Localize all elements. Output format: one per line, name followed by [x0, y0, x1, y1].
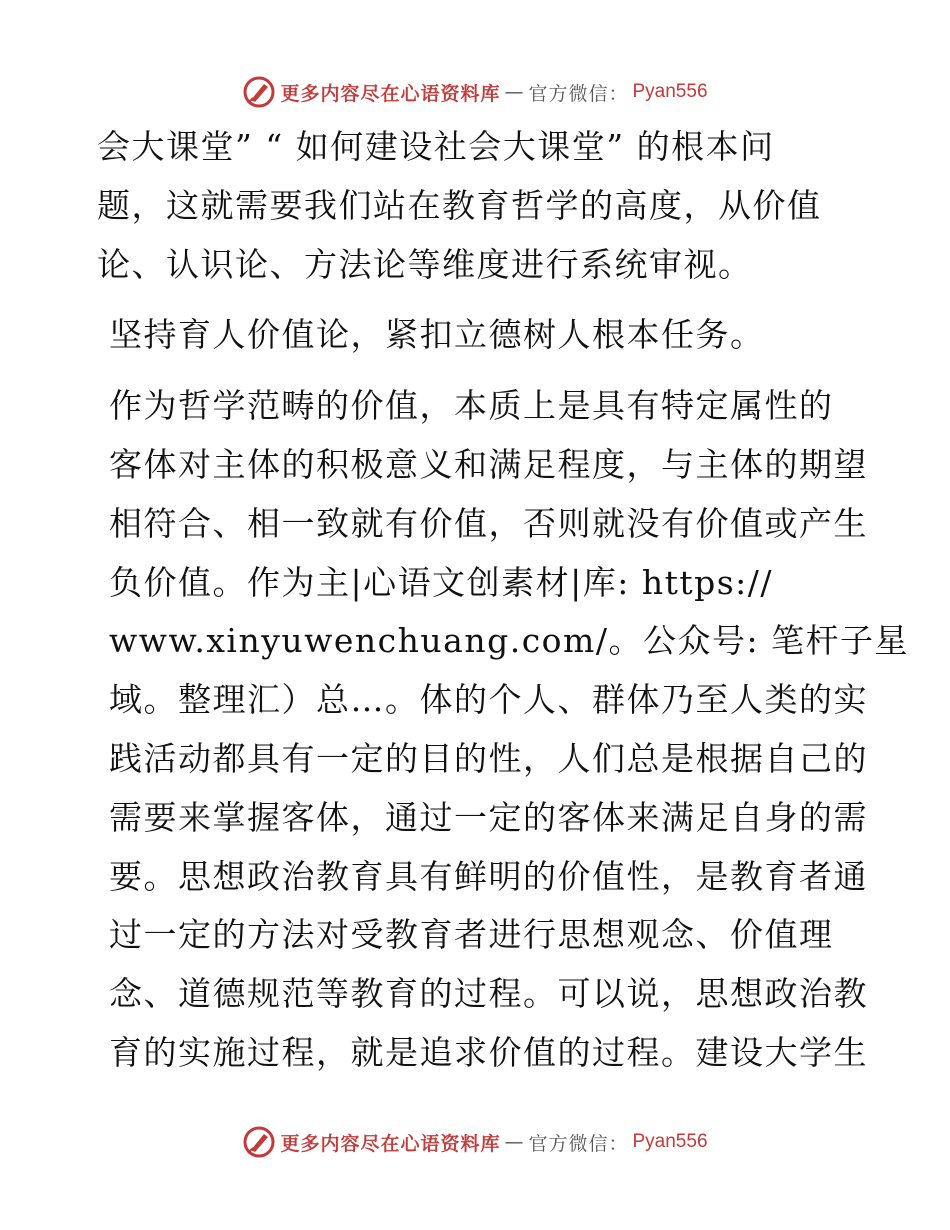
header-wechat-id: Pyan556 — [632, 81, 708, 102]
text-line: 域。整理汇）总…。体的个人、群体乃至人类的实 — [109, 680, 868, 720]
paragraph-3 — [97, 377, 910, 1083]
header-separator: — — [504, 81, 525, 103]
footer-site-text: 更多内容尽在心语资料库 — [280, 1132, 501, 1155]
text-line: 要。思想政治教育具有鲜明的价值性，是教育者通 — [109, 856, 868, 896]
text-line: 论、认识论、方法论等维度进行系统审视。 — [97, 244, 753, 284]
quill-logo-icon — [242, 75, 276, 109]
footer-watermark — [0, 1122, 950, 1162]
footer-wechat-id: Pyan556 — [632, 1131, 708, 1152]
paragraph-1 — [97, 118, 857, 294]
text-line: 题，这就需要我们站在教育哲学的高度，从价值 — [97, 185, 822, 225]
text-line: 负价值。作为主|心语文创素材|库: https:// — [109, 562, 774, 602]
text-line: 需要来掌握客体，通过一定的客体来满足自身的需 — [109, 797, 868, 837]
text-line: 相符合、相一致就有价值，否则就没有价值或产生 — [109, 503, 868, 543]
paragraph-2-heading — [97, 306, 857, 365]
text-line: 过一定的方法对受教育者进行思想观念、价值理 — [109, 915, 834, 955]
text-line: 念、道德规范等教育的过程。可以说，思想政治教 — [109, 974, 868, 1014]
text-line: www.xinyuwenchuang.com/。公众号: 笔杆子星 — [109, 621, 910, 661]
header-wechat-label: 官方微信： — [528, 82, 629, 105]
quill-logo-icon — [242, 1125, 276, 1159]
text-line: 践活动都具有一定的目的性，人们总是根据自己的 — [109, 738, 868, 778]
text-line: 坚持育人价值论，紧扣立德树人根本任务。 — [109, 315, 765, 355]
text-line: 客体对主体的积极意义和满足程度，与主体的期望 — [109, 444, 868, 484]
header-watermark — [0, 72, 950, 112]
header-site-text: 更多内容尽在心语资料库 — [280, 82, 501, 105]
text-line: 育的实施过程，就是追求价值的过程。建设大学生 — [109, 1032, 868, 1072]
text-line: 会大课堂” “ 如何建设社会大课堂” 的根本问 — [97, 127, 775, 166]
footer-separator: — — [504, 1131, 525, 1153]
text-line: 作为哲学范畴的价值，本质上是具有特定属性的 — [109, 386, 834, 426]
footer-wechat-label: 官方微信： — [528, 1132, 629, 1155]
document-body — [97, 118, 910, 1083]
